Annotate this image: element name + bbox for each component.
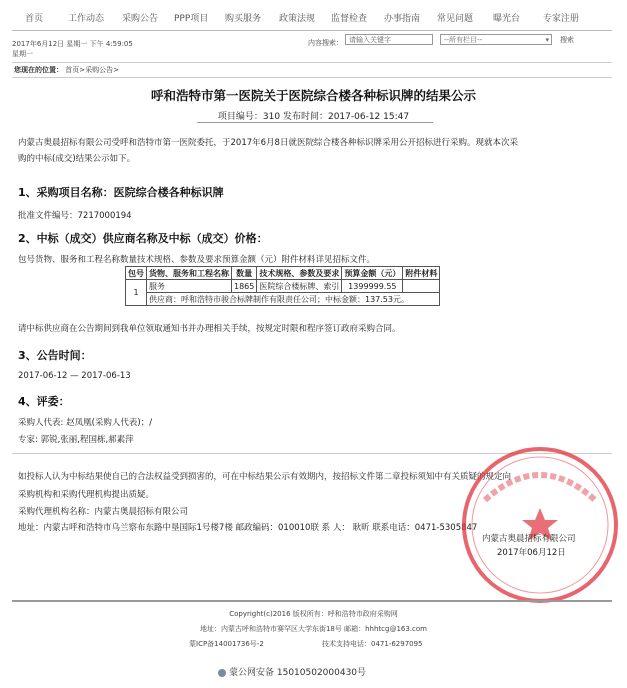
official-seal-icon xyxy=(455,440,625,610)
footer-police-text[interactable]: 蒙公网安备 15010502000430号 xyxy=(229,668,367,678)
top-nav xyxy=(0,8,627,30)
date-line: 2017年6月12日 星期一 下午 4:59:05 xyxy=(12,40,133,48)
nav-item-exposure[interactable]: 曝光台 xyxy=(493,14,521,24)
agency-address: 地址：内蒙古呼和浩特市乌兰察布东路中垦国际1号楼7楼 邮政编码：010010联 系 人： 耿昕 联系电话：0471-5305847 xyxy=(18,523,478,533)
objection-line-2: 采购机构和采购代理机构提出质疑。 xyxy=(18,490,155,500)
reviewer-experts: 专家: 郭锐,张丽,程国栋,郝素萍 xyxy=(18,435,134,445)
search-input[interactable]: 请输入关键字 xyxy=(345,34,433,45)
intro-line-2: 购的中标(成交)结果公示如下。 xyxy=(18,154,136,164)
nav-item-home[interactable]: 首页 xyxy=(25,14,44,24)
nav-item-policy[interactable]: 政策法规 xyxy=(279,14,316,24)
result-table xyxy=(125,266,440,306)
footer-copyright: Copyright(c)2016 版权所有：呼和浩特市政府采购网 xyxy=(229,610,398,618)
signature-date: 2017年06月12日 xyxy=(497,548,566,558)
breadcrumb-current[interactable]: >采购公告> xyxy=(79,66,119,74)
nav-item-procurement[interactable]: 采购公告 xyxy=(122,14,159,24)
nav-item-services[interactable]: 购买服务 xyxy=(225,14,262,24)
signature-org: 内蒙古奥晨招标有限公司 xyxy=(482,534,576,544)
table-header: 包号 xyxy=(126,267,147,280)
breadcrumb xyxy=(12,62,612,78)
section-1-heading: 1、采购项目名称：医院综合楼各种标识牌 xyxy=(18,186,224,199)
page-title: 呼和浩特市第一医院关于医院综合楼各种标识牌的结果公示 xyxy=(150,88,476,103)
table-header-row xyxy=(126,267,440,280)
footer-icp[interactable]: 蒙ICP备14001736号-2 xyxy=(189,640,264,648)
nav-divider xyxy=(12,30,612,31)
table-cell-name: 服务 xyxy=(147,280,232,293)
table-cell-spec: 医院综合楼标牌、索引 xyxy=(257,280,342,293)
intro-line-1: 内蒙古奥晨招标有限公司受呼和浩特市第一医院委托，于2017年6月8日就医院综合楼各种标识牌采用公开招标进行采购。现就本次采 xyxy=(18,138,518,148)
notice-period: 2017-06-12 — 2017-06-13 xyxy=(18,371,131,381)
footer-divider xyxy=(12,600,612,602)
approval-number: 批准文件编号：7217000194 xyxy=(18,211,132,221)
article-meta: 项目编号：310 发布时间：2017-06-12 15:47 xyxy=(217,112,410,122)
nav-item-guide[interactable]: 办事指南 xyxy=(384,14,421,24)
table-header: 数量 xyxy=(232,267,257,280)
agency-name: 采购代理机构名称：内蒙古奥晨招标有限公司 xyxy=(18,507,189,517)
table-cell-package: 1 xyxy=(126,280,147,306)
reviewer-purchaser: 采购人代表: 赵凤凰(采购人代表)；/ xyxy=(18,418,153,428)
nav-item-faq[interactable]: 常见问题 xyxy=(437,14,474,24)
police-badge-icon xyxy=(218,669,226,677)
nav-item-work[interactable]: 工作动态 xyxy=(68,14,105,24)
table-cell-budget: 1399999.55 xyxy=(342,280,403,293)
table-header: 附件材料 xyxy=(403,267,440,280)
column-select[interactable] xyxy=(440,34,552,45)
nav-item-ppp[interactable]: PPP项目 xyxy=(174,14,209,24)
table-cell-quantity: 1865 xyxy=(232,280,257,293)
search-button[interactable]: 搜索 xyxy=(560,36,574,44)
section-3-heading: 3、公告时间： xyxy=(18,349,92,362)
title-divider xyxy=(197,122,433,123)
table-row xyxy=(126,293,440,306)
footer-address: 地址：内蒙古呼和浩特市赛罕区大学东街18号 邮箱：hhhtcg@163.com xyxy=(199,625,427,633)
objection-line-1: 如投标人认为中标结果使自己的合法权益受到损害的，可在中标结果公示有效期内，按招标文件第二章投标须知中有关质疑的规定向 xyxy=(18,472,512,482)
footer-police xyxy=(218,665,366,678)
nav-item-supervision[interactable]: 监督检查 xyxy=(331,14,368,24)
table-cell-supplier: 供应商：呼和浩特市骏合标牌制作有限责任公司；中标金额：137.53元。 xyxy=(147,293,440,306)
column-select-value: --所有栏目-- xyxy=(444,36,483,44)
table-cell-attachment xyxy=(403,280,440,293)
table-header: 技术规格、参数及要求 xyxy=(257,267,342,280)
section-2-heading: 2、中标（成交）供应商名称及中标（成交）价格： xyxy=(18,232,268,245)
notice-text: 请中标供应商在公告期间到我单位领取通知书并办理相关手续，按规定时限和程序签订政府采购合同。 xyxy=(18,324,401,334)
breadcrumb-home[interactable]: 首页 xyxy=(65,66,80,74)
chevron-down-icon: ▾ xyxy=(545,36,549,44)
weekday-line: 星期一 xyxy=(12,50,33,58)
search-label: 内容搜索： xyxy=(308,39,343,47)
section-2-text: 包号货物、服务和工程名称数量技术规格、参数及要求预算金额（元）附件材料详见招标文件。 xyxy=(18,255,376,265)
table-header: 货物、服务和工程名称 xyxy=(147,267,232,280)
footer-support: 技术支持电话：0471-6297095 xyxy=(322,640,423,648)
nav-item-expert-register[interactable]: 专家注册 xyxy=(543,14,580,24)
section-4-heading: 4、评委： xyxy=(18,395,70,408)
table-header: 预算金额（元） xyxy=(342,267,403,280)
date-display xyxy=(12,39,133,59)
table-row xyxy=(126,280,440,293)
breadcrumb-label: 您现在的位置： xyxy=(14,66,63,74)
